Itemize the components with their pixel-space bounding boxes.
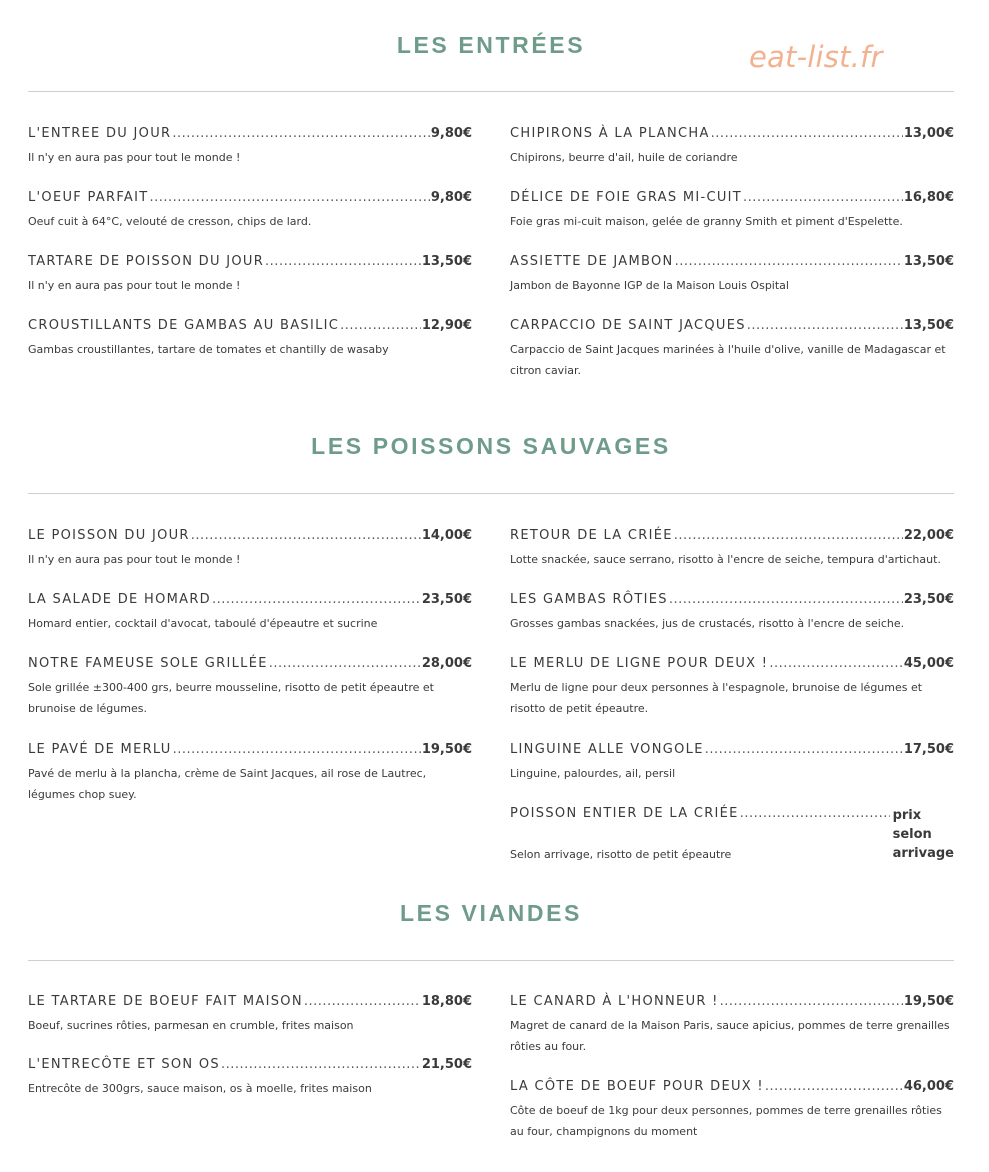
- item-description: Gambas croustillantes, tartare de tomates et chantilly de wasaby: [28, 343, 389, 356]
- item-name: L'OEUF PARFAIT: [28, 190, 149, 205]
- item-price: 9,80€: [430, 126, 472, 141]
- item-name: DÉLICE DE FOIE GRAS MI-CUIT: [510, 190, 743, 205]
- item-name: LA CÔTE DE BOEUF POUR DEUX !: [510, 1079, 764, 1094]
- dot-leader: [265, 254, 421, 272]
- item-name: LE CANARD À L'HONNEUR !: [510, 994, 719, 1009]
- item-price: 9,80€: [430, 190, 472, 205]
- dot-leader: [172, 126, 430, 144]
- dot-leader: [769, 656, 903, 674]
- section-entrees: [28, 30, 954, 377]
- menu-item: [28, 1057, 472, 1099]
- item-price: 13,00€: [903, 126, 954, 141]
- item-name: LE PAVÉ DE MERLU: [28, 742, 172, 757]
- menu-item: [28, 190, 472, 232]
- menu-item: [28, 592, 472, 634]
- item-description: Grosses gambas snackées, jus de crustacés, risotto à l'encre de seiche.: [510, 617, 905, 630]
- section-viandes: [28, 898, 954, 1138]
- item-description: Il n'y en aura pas pour tout le monde !: [28, 553, 241, 566]
- dot-leader: [765, 1079, 903, 1097]
- item-name: L'ENTRECÔTE ET SON OS: [28, 1057, 220, 1072]
- item-description: Boeuf, sucrines rôties, parmesan en crumble, frites maison: [28, 1019, 354, 1032]
- item-price: 45,00€: [903, 656, 954, 671]
- item-price: 23,50€: [421, 592, 472, 607]
- menu-item: [510, 806, 954, 865]
- item-description: Lotte snackée, sauce serrano, risotto à l'encre de seiche, tempura d'artichaut.: [510, 553, 941, 566]
- section-poissons-sauvages: [28, 431, 954, 861]
- item-name: NOTRE FAMEUSE SOLE GRILLÉE: [28, 656, 268, 671]
- item-description: Pavé de merlu à la plancha, crème de Saint Jacques, ail rose de Lautrec, légumes chop suey.: [28, 767, 427, 801]
- item-description: Merlu de ligne pour deux personnes à l'espagnole, brunoise de légumes et risotto de petit épeautre.: [510, 681, 923, 715]
- dot-leader: [304, 994, 421, 1012]
- item-price: 22,00€: [903, 528, 954, 543]
- item-name: TARTARE DE POISSON DU JOUR: [28, 254, 265, 269]
- item-description: Foie gras mi-cuit maison, gelée de granny Smith et piment d'Espelette.: [510, 215, 903, 228]
- menu-item: [510, 318, 954, 381]
- menu-item: [28, 318, 472, 360]
- item-description: Homard entier, cocktail d'avocat, taboulé d'épeautre et sucrine: [28, 617, 378, 630]
- item-price: 17,50€: [903, 742, 954, 757]
- section-title: LES POISSONS SAUVAGES: [311, 433, 671, 459]
- dot-leader: [340, 318, 421, 336]
- dot-leader: [191, 528, 421, 546]
- item-price: 19,50€: [903, 994, 954, 1009]
- item-price: 12,90€: [421, 318, 472, 333]
- menu-item: [510, 742, 954, 784]
- item-name: RETOUR DE LA CRIÉE: [510, 528, 673, 543]
- item-description: Entrecôte de 300grs, sauce maison, os à moelle, frites maison: [28, 1082, 372, 1095]
- item-price: 46,00€: [903, 1079, 954, 1094]
- dot-leader: [149, 190, 429, 208]
- item-name: LE POISSON DU JOUR: [28, 528, 190, 543]
- dot-leader: [674, 528, 903, 546]
- item-price: prix selon arrivage: [892, 808, 954, 861]
- item-description: Oeuf cuit à 64°C, velouté de cresson, chips de lard.: [28, 215, 312, 228]
- item-name: LA SALADE DE HOMARD: [28, 592, 211, 607]
- dot-leader: [269, 656, 421, 674]
- item-description: Il n'y en aura pas pour tout le monde !: [28, 151, 241, 164]
- menu-item: [510, 254, 954, 296]
- menu-item: [28, 656, 472, 719]
- menu-item: [510, 994, 954, 1057]
- item-name: LINGUINE ALLE VONGOLE: [510, 742, 704, 757]
- item-name: L'ENTREE DU JOUR: [28, 126, 172, 141]
- item-price: 28,00€: [421, 656, 472, 671]
- menu-item: [28, 254, 472, 296]
- item-price: 13,50€: [903, 318, 954, 333]
- item-description: Selon arrivage, risotto de petit épeautre: [510, 848, 732, 861]
- item-name: ASSIETTE DE JAMBON: [510, 254, 674, 269]
- item-description: Jambon de Bayonne IGP de la Maison Louis Ospital: [510, 279, 789, 292]
- item-description: Côte de boeuf de 1kg pour deux personnes, pommes de terre grenailles rôties au four, champignons du moment: [510, 1104, 942, 1138]
- item-price: 14,00€: [421, 528, 472, 543]
- menu-item: [510, 190, 954, 232]
- item-price: 19,50€: [421, 742, 472, 757]
- menu-item: [28, 994, 472, 1036]
- menu-item: [510, 656, 954, 719]
- item-price: 13,50€: [421, 254, 472, 269]
- item-name: CARPACCIO DE SAINT JACQUES: [510, 318, 746, 333]
- item-price: 18,80€: [421, 994, 472, 1009]
- dot-leader: [720, 994, 903, 1012]
- item-price: 23,50€: [903, 592, 954, 607]
- item-price: 13,50€: [903, 254, 954, 269]
- menu-item: [510, 1079, 954, 1142]
- item-name: POISSON ENTIER DE LA CRIÉE: [510, 806, 739, 821]
- item-name: LE TARTARE DE BOEUF FAIT MAISON: [28, 994, 303, 1009]
- watermark: eat-list.fr: [749, 40, 883, 74]
- menu-item: [510, 528, 954, 570]
- item-description: Magret de canard de la Maison Paris, sauce apicius, pommes de terre grenailles rôties au four.: [510, 1019, 950, 1053]
- item-price: 16,80€: [903, 190, 954, 205]
- dot-leader: [212, 592, 421, 610]
- item-name: CHIPIRONS À LA PLANCHA: [510, 126, 710, 141]
- menu-item: [510, 592, 954, 634]
- item-price: 21,50€: [421, 1057, 472, 1072]
- menu-item: [28, 528, 472, 570]
- divider: [28, 960, 954, 961]
- dot-leader: [711, 126, 903, 144]
- item-description: Sole grillée ±300-400 grs, beurre mousseline, risotto de petit épeautre et brunoise de légumes.: [28, 681, 434, 715]
- menu-item: [28, 126, 472, 168]
- menu-item: [510, 126, 954, 168]
- menu-item: [28, 742, 472, 805]
- item-description: Il n'y en aura pas pour tout le monde !: [28, 279, 241, 292]
- divider: [28, 91, 954, 92]
- item-description: Carpaccio de Saint Jacques marinées à l'huile d'olive, vanille de Madagascar et citron caviar.: [510, 343, 946, 377]
- dot-leader: [743, 190, 903, 208]
- item-name: LE MERLU DE LIGNE POUR DEUX !: [510, 656, 769, 671]
- item-description: Linguine, palourdes, ail, persil: [510, 767, 676, 780]
- section-title: LES ENTRÉES: [396, 32, 586, 58]
- dot-leader: [675, 254, 903, 272]
- dot-leader: [173, 742, 421, 760]
- dot-leader: [705, 742, 903, 760]
- section-title: LES VIANDES: [400, 900, 582, 926]
- dot-leader: [740, 806, 890, 824]
- item-name: LES GAMBAS RÔTIES: [510, 592, 668, 607]
- dot-leader: [669, 592, 903, 610]
- item-name: CROUSTILLANTS DE GAMBAS AU BASILIC: [28, 318, 340, 333]
- divider: [28, 493, 954, 494]
- dot-leader: [747, 318, 903, 336]
- dot-leader: [221, 1057, 421, 1075]
- item-description: Chipirons, beurre d'ail, huile de coriandre: [510, 151, 738, 164]
